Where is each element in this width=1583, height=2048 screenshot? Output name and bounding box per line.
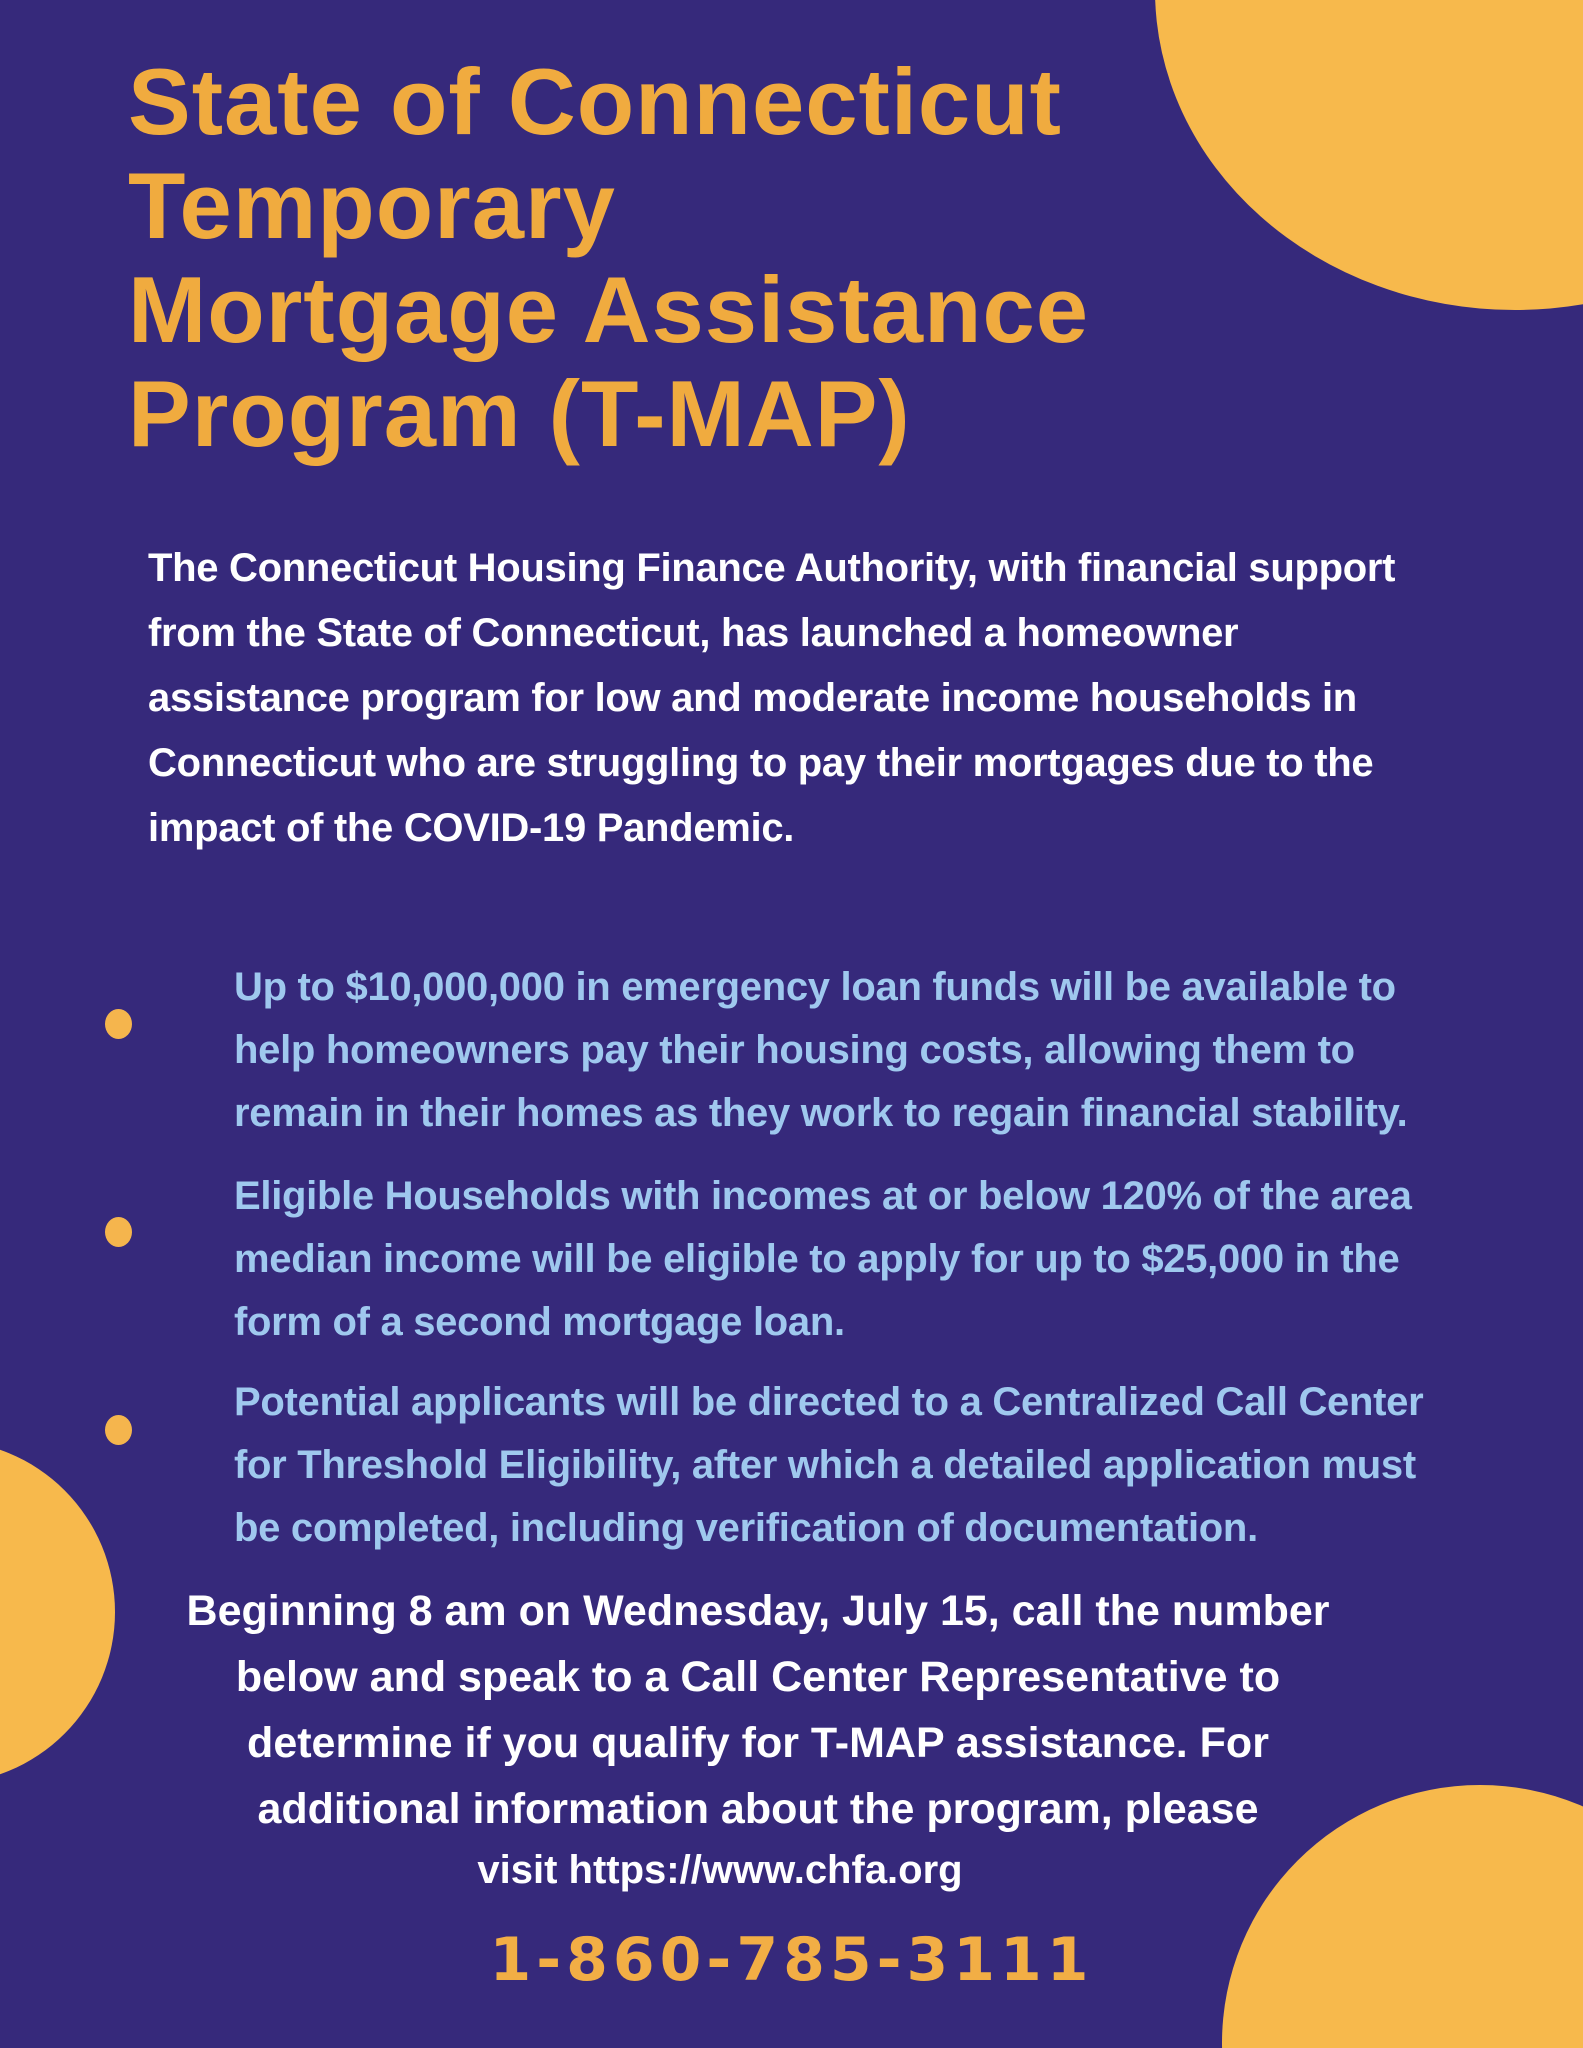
bullet-dot-icon	[105, 1415, 132, 1445]
bullet-line: median income will be eligible to apply for up to $25,000 in the	[234, 1237, 1400, 1281]
bullet-line: be completed, including verification of documentation.	[234, 1506, 1258, 1550]
phone-number: 1-860-785-3111	[489, 1925, 1094, 1995]
bullet-dot-icon	[105, 1009, 132, 1039]
bullet-line: remain in their homes as they work to regain financial stability.	[234, 1091, 1408, 1135]
title-line-3: Mortgage Assistance	[128, 257, 1090, 362]
intro-line: The Connecticut Housing Finance Authority, with financial support	[148, 546, 1396, 590]
bullet-item-funds	[234, 956, 1407, 1145]
bullet-line: Potential applicants will be directed to a Centralized Call Center	[234, 1380, 1424, 1424]
intro-line: from the State of Connecticut, has launched a homeowner	[148, 611, 1239, 655]
title-line-2: Temporary	[128, 153, 616, 258]
intro-line: impact of the COVID-19 Pandemic.	[148, 806, 795, 850]
intro-paragraph	[148, 536, 1395, 861]
title-line-4: Program (T-MAP)	[128, 361, 911, 466]
bullet-item-application	[234, 1371, 1423, 1560]
title-line-1: State of Connecticut	[128, 49, 1062, 154]
bullet-line: Eligible Households with incomes at or below 120% of the area	[234, 1174, 1412, 1218]
bullet-line: for Threshold Eligibility, after which a detailed application must	[234, 1443, 1416, 1487]
decorative-circle-top-right	[1155, 0, 1583, 310]
bullet-item-eligibility	[234, 1165, 1412, 1354]
website-url[interactable]: visit https://www.chfa.org	[477, 1848, 963, 1892]
visit-row	[0, 1840, 1440, 1900]
bullet-line: Up to $10,000,000 in emergency loan funds will be available to	[234, 965, 1396, 1009]
closing-paragraph	[0, 1578, 1516, 1842]
closing-line: additional information about the program, please	[257, 1785, 1259, 1833]
intro-line: assistance program for low and moderate income households in	[148, 676, 1357, 720]
bullet-dot-icon	[105, 1217, 132, 1247]
intro-line: Connecticut who are struggling to pay their mortgages due to the	[148, 741, 1374, 785]
closing-line: Beginning 8 am on Wednesday, July 15, call the number	[186, 1587, 1330, 1635]
bullet-line: help homeowners pay their housing costs, allowing them to	[234, 1028, 1355, 1072]
closing-line: below and speak to a Call Center Representative to	[235, 1653, 1281, 1701]
phone-row	[0, 1920, 1583, 2000]
closing-line: determine if you qualify for T-MAP assistance. For	[247, 1719, 1269, 1767]
page-title	[128, 50, 1089, 466]
bullet-line: form of a second mortgage loan.	[234, 1300, 845, 1344]
